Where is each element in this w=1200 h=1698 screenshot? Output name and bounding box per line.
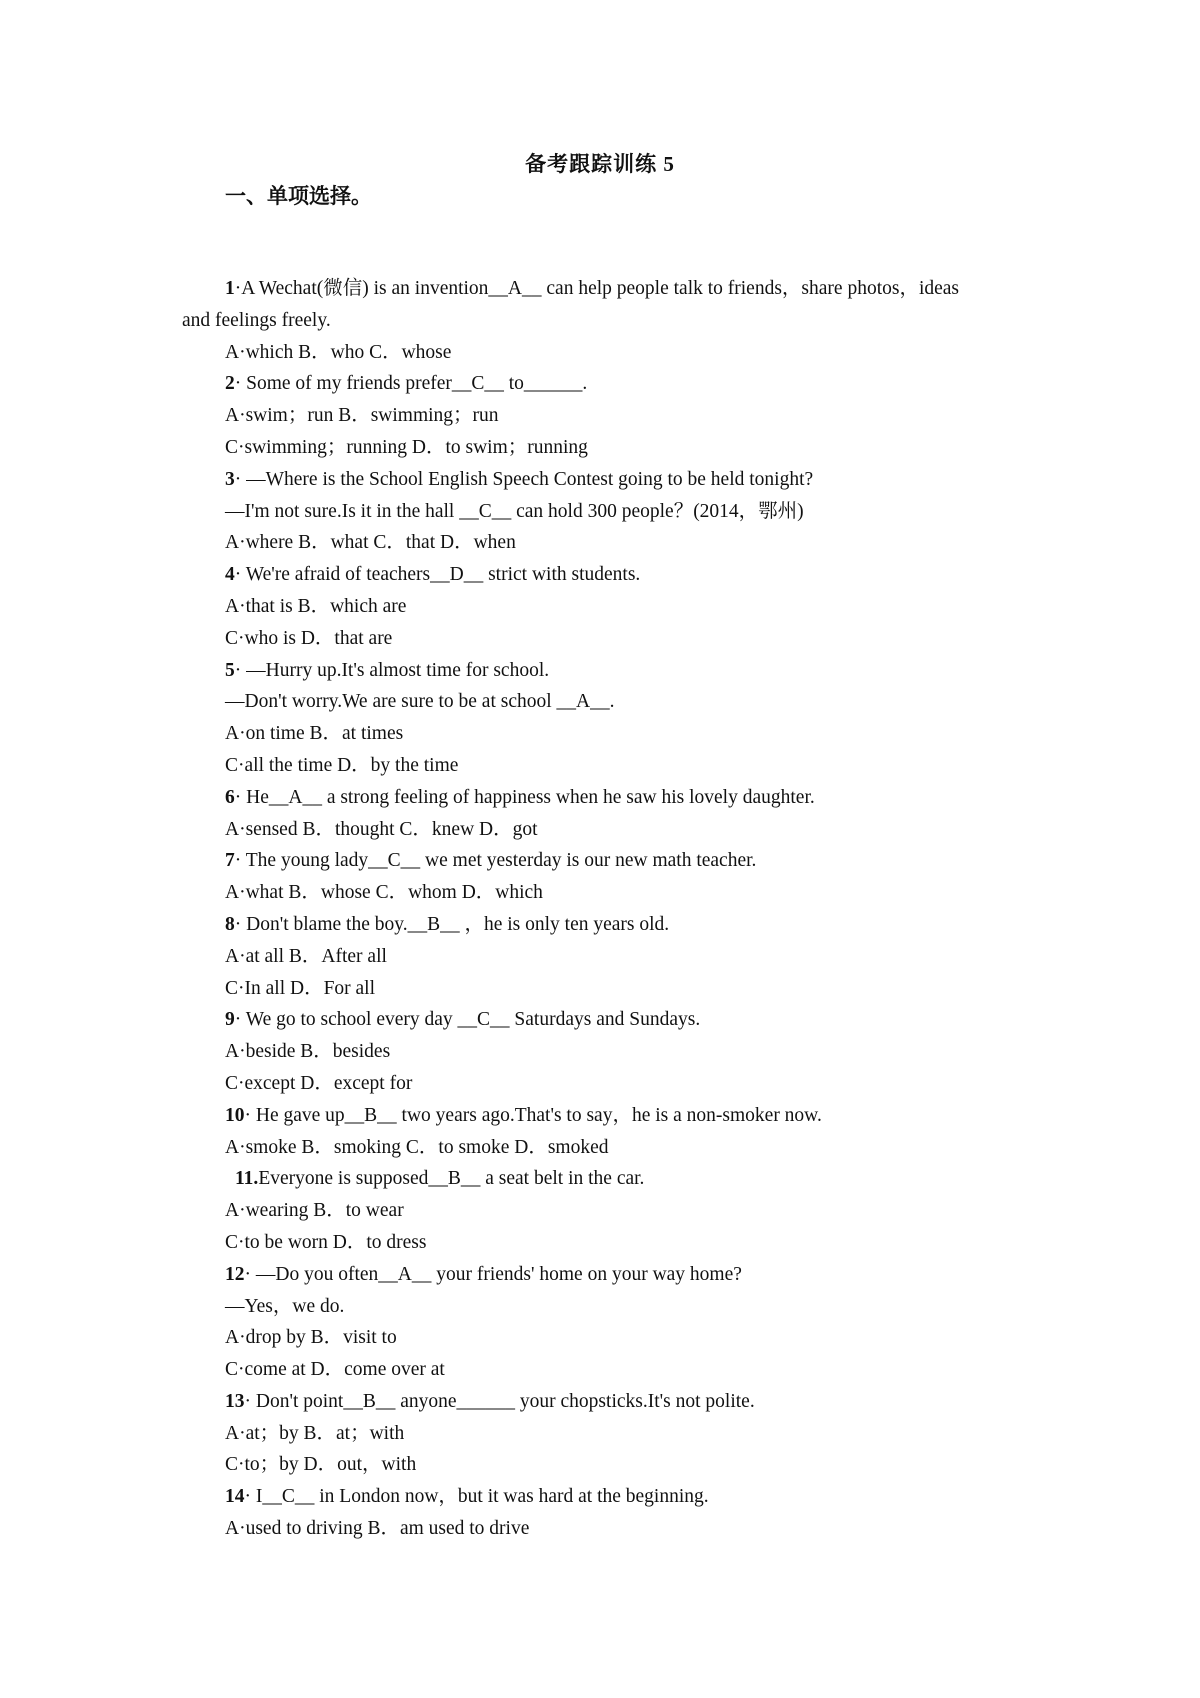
- question-number: 14: [225, 1486, 245, 1508]
- text-line: [182, 305, 1032, 337]
- line-text: · Some of my friends prefer__C__ to______.: [234, 373, 588, 395]
- line-text: · —Where is the School English Speech Contest going to be held tonight?: [234, 468, 814, 490]
- text-line: [182, 1354, 1032, 1386]
- document-title: 备考跟踪训练 5: [525, 152, 675, 176]
- text-line: [182, 718, 1032, 750]
- text-line: [182, 496, 1032, 528]
- text-line: [182, 1418, 1032, 1450]
- question-number: 4: [225, 564, 235, 586]
- text-line: [182, 941, 1032, 973]
- question-line: [182, 273, 1032, 305]
- question-line: [182, 1100, 1032, 1132]
- line-text: A·used to driving B．am used to drive: [225, 1518, 530, 1540]
- line-text: A·which B．who C．whose: [225, 341, 452, 363]
- question-line: [182, 1386, 1032, 1418]
- text-line: [182, 527, 1032, 559]
- line-text: C·all the time D．by the time: [225, 754, 459, 776]
- text-line: [182, 1513, 1032, 1545]
- question-line: [182, 845, 1032, 877]
- question-number: 12: [225, 1263, 245, 1285]
- question-number: 11.: [235, 1168, 259, 1190]
- line-text: · We're afraid of teachers__D__ strict with students.: [234, 564, 641, 586]
- line-text: · The young lady__C__ we met yesterday is our new math teacher.: [234, 850, 757, 872]
- line-text: C·to；by D．out，with: [225, 1454, 417, 1476]
- line-text: C·to be worn D．to dress: [225, 1231, 427, 1253]
- text-line: [182, 1036, 1032, 1068]
- line-text: · Don't point__B__ anyone______ your chopsticks.It's not polite.: [244, 1390, 755, 1412]
- question-list: [182, 273, 1032, 1545]
- line-text: ·A Wechat(微信) is an invention__A__ can help people talk to friends，share photos，ideas: [234, 278, 960, 299]
- line-text: A·beside B．besides: [225, 1041, 391, 1063]
- question-line: [182, 368, 1032, 400]
- text-line: [182, 400, 1032, 432]
- question-line: [182, 909, 1032, 941]
- text-line: [182, 750, 1032, 782]
- question-number: 10: [225, 1104, 245, 1126]
- line-text: A·swim；run B．swimming；run: [225, 405, 499, 427]
- line-text: C·who is D．that are: [225, 627, 393, 649]
- question-line: [182, 464, 1032, 496]
- line-text: · He gave up__B__ two years ago.That's to say，he is a non-smoker now.: [244, 1104, 822, 1126]
- text-line: [182, 1227, 1032, 1259]
- line-text: —Don't worry.We are sure to be at school __A__.: [225, 691, 615, 713]
- line-text: —I'm not sure.Is it in the hall __C__ can hold 300 people？(2014，鄂州): [225, 500, 804, 522]
- line-text: · Don't blame the boy.__B__ ，he is only ten years old.: [234, 913, 670, 935]
- line-text: and feelings freely.: [182, 309, 331, 331]
- line-text: A·wearing B．to wear: [225, 1200, 404, 1222]
- question-number: 2: [225, 373, 235, 395]
- text-line: [182, 432, 1032, 464]
- question-number: 9: [225, 1009, 235, 1031]
- question-line: [182, 1163, 1032, 1195]
- line-text: A·at；by B．at；with: [225, 1422, 405, 1444]
- text-line: [182, 591, 1032, 623]
- text-line: [182, 877, 1032, 909]
- text-line: [182, 1068, 1032, 1100]
- question-line: [182, 1481, 1032, 1513]
- question-number: 8: [225, 913, 235, 935]
- text-line: [182, 1322, 1032, 1354]
- question-number: 7: [225, 850, 235, 872]
- line-text: A·smoke B．smoking C．to smoke D．smoked: [225, 1136, 609, 1158]
- line-text: Everyone is supposed__B__ a seat belt in the car.: [258, 1168, 645, 1190]
- line-text: A·that is B．which are: [225, 595, 407, 617]
- question-number: 6: [225, 786, 235, 808]
- line-text: · —Do you often__A__ your friends' home on your way home?: [244, 1263, 742, 1285]
- line-text: A·drop by B．visit to: [225, 1327, 397, 1349]
- question-number: 5: [225, 659, 235, 681]
- text-line: [182, 1291, 1032, 1323]
- text-line: [182, 973, 1032, 1005]
- question-line: [182, 1004, 1032, 1036]
- line-text: A·on time B．at times: [225, 723, 404, 745]
- text-line: [182, 686, 1032, 718]
- line-text: A·at all B．After all: [225, 945, 387, 967]
- question-line: [182, 655, 1032, 687]
- question-number: 3: [225, 468, 235, 490]
- line-text: C·come at D．come over at: [225, 1359, 445, 1381]
- text-line: [182, 1132, 1032, 1164]
- question-number: 1: [225, 278, 235, 299]
- line-text: C·except D．except for: [225, 1072, 413, 1094]
- line-text: C·In all D．For all: [225, 977, 376, 999]
- question-number: 13: [225, 1390, 245, 1412]
- line-text: · We go to school every day __C__ Saturdays and Sundays.: [234, 1009, 701, 1031]
- text-line: [182, 814, 1032, 846]
- line-text: A·sensed B．thought C．knew D．got: [225, 818, 538, 840]
- text-line: [182, 1195, 1032, 1227]
- text-line: [182, 337, 1032, 369]
- question-line: [182, 559, 1032, 591]
- line-text: A·where B．what C．that D．when: [225, 532, 516, 554]
- text-line: [182, 623, 1032, 655]
- line-text: · —Hurry up.It's almost time for school.: [234, 659, 550, 681]
- question-line: [182, 782, 1032, 814]
- question-line: [182, 1259, 1032, 1291]
- section-heading: 一、单项选择。: [225, 184, 372, 208]
- line-text: C·swimming；running D．to swim；running: [225, 436, 588, 458]
- line-text: · He__A__ a strong feeling of happiness when he saw his lovely daughter.: [234, 786, 815, 808]
- line-text: A·what B．whose C．whom D．which: [225, 882, 543, 904]
- line-text: —Yes，we do.: [225, 1295, 345, 1317]
- text-line: [182, 1449, 1032, 1481]
- line-text: · I__C__ in London now，but it was hard at the beginning.: [244, 1486, 709, 1508]
